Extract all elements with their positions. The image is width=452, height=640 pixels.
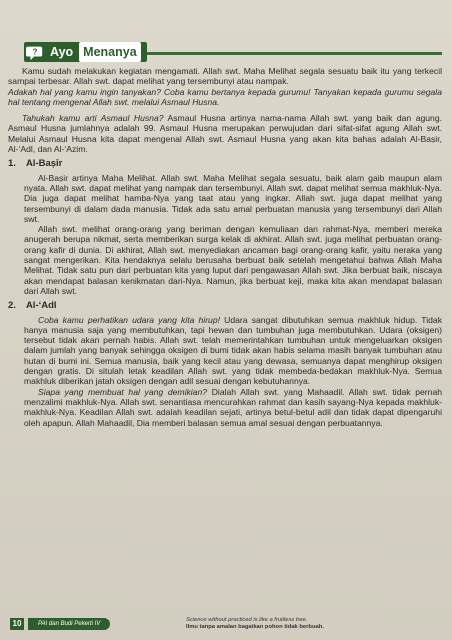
- section-2-paragraph-2: [24, 387, 442, 428]
- section-2-text-2: Dialah Allah swt. yang Mahaadil. Allah swt. tidak pernah menzalimi makhluk-Nya. Allah swt. senantiasa mencurahkan rahmat dan kasih sayang-Nya kepada makhluk-makhluk-Nya. Keadilan Allah swt. adalah keadilan sejati, artinya betul-betul adil dan tidak dapat dipengaruhi oleh apapun. Allah Mahaadil, Dia memberi balasan semua amal sesuai dengan perbuatannya.: [24, 386, 442, 428]
- section-1-paragraph-1: Al-Baṣir artinya Maha Melihat. Allah swt. Maha Melihat segala sesuatu, baik alam gaib maupun alam nyata. Allah swt. dapat melihat yang nampak dan tersembunyi. Allah swt. dapat melihat semua makhluk-Nya. Dia juga dapat melihat hamba-Nya yang taat atau yang ingkar. Allah swt. juga dapat melihat yang tersembunyi di dalam dada manusia. Tidak ada satu amal perbuatan manusia yang tersembunyi dari Allah swt.: [24, 172, 442, 224]
- section-1-number: 1.: [8, 158, 16, 170]
- section-heading-2: [8, 301, 442, 311]
- page-body: [8, 66, 442, 428]
- speech-bubble-icon: [26, 43, 44, 61]
- section-1-title: Al-Baṣīr: [25, 158, 63, 170]
- section-2-text-1: Udara sangat dibutuhkan semua makhluk hidup. Tidak hanya manusia saja yang membutuhkan, tapi hewan dan tumbuhan juga membutuhkan. Udara (oksigen) tersebut tidak akan pernah habis. Allah swt. telah memerintahkan tumbuhan untuk mengeluarkan oksigen dalam jumlah yang banyak sehingga oksigen di bumi tidak akan habis selama masih banyak tumbuhan atau hutan di bumi ini. Semua manusia, baik yang kecil atau yang dewasa, semuanya dapat menghirup oksigen dengan gratis. Di situlah letak keadilan Allah swt. yang tidak membeda-bedakan makhluk-Nya. Semua makhluk diberikan jatah oksigen dengan adil sesuai dengan kebutuhannya.: [24, 314, 442, 387]
- section-1-paragraph-2: Allah swt. melihat orang-orang yang beriman dengan kemuliaan dan rahmat-Nya, memberi mereka anugerah berupa nikmat, serta memberikan surga kelak di akhirat. Allah swt. juga melihat perbuatan orang-orang kafir di dunia. Di akhirat, Allah swt. menyediakan ancaman bagi orang-orang kafir, yaitu neraka yang sangat mengerikan. Kita hendaknya selalu berusaha berbuat baik setelah mengetahui bahwa Allah Maha Melihat. Tidak satu pun dari perbuatan kita yang luput dari pengawasan Allah swt. Jika berbuat baik, niscaya akan mendapat balasan kenikmatan dari-Nya. Namun, jika berbuat keji, maka kita akan mendapat balasan dari Allah swt.: [24, 224, 442, 296]
- section-2-title: Al-‘Adl: [25, 300, 57, 312]
- svg-text:?: ?: [32, 47, 38, 57]
- page-footer: [6, 618, 446, 632]
- paragraph-tahukah: [8, 113, 442, 154]
- tahukah-question: Tahukah kamu arti Asmaul Husna?: [22, 113, 164, 124]
- footer-quote-indonesian: Ilmu tanpa amalan bagaikan pohon tidak berbuah.: [186, 624, 324, 630]
- footer-quote: [186, 617, 324, 631]
- header-ayo: Ayo: [50, 45, 74, 59]
- ayo-menanya-badge: [24, 42, 147, 62]
- page-number: 10: [10, 618, 24, 630]
- section-heading-1: [8, 159, 442, 169]
- paragraph-intro: Kamu sudah melakukan kegiatan mengamati. Allah swt. Maha Melihat segala sesuatu baik itu yang terkecil sampai terbesar. Allah swt. dapat melihat yang tersembunyi atau nampak.: [8, 66, 442, 87]
- section-2-question-1: Coba kamu perhatikan udara yang kita hirup!: [38, 314, 221, 325]
- section-2-paragraph-1: [24, 315, 442, 387]
- tahukah-answer: Asmaul Husna artinya nama-nama Allah swt. yang baik dan agung. Asmaul Husna jumlahnya adalah 99. Asmaul Husna merupakan perwujudan dari sifat-sifat agung Allah swt. Melalui Asmaul Husna kita dapat mengenal Allah swt. Asmaul Husna yang akan kita bahas adalah Al-Baṣir, Al-‘Adl, dan Al-‘Azim.: [8, 113, 442, 155]
- footer-quote-english: Science without practiced is like a fruitless tree.: [186, 617, 308, 623]
- paragraph-intro-question: Adakah hal yang kamu ingin tanyakan? Coba kamu bertanya kepada gurumu! Tanyakan kepada gurumu segala hal tentang mengenal Allah swt. melalui Asmaul Husna.: [8, 86, 442, 107]
- section-header: [12, 42, 442, 64]
- header-menanya: Menanya: [79, 42, 141, 62]
- section-2-number: 2.: [8, 300, 16, 312]
- book-title: PAI dan Budi Pekerti IV: [28, 618, 110, 630]
- section-2-question-2: Siapa yang membuat hal yang demikian?: [38, 386, 208, 397]
